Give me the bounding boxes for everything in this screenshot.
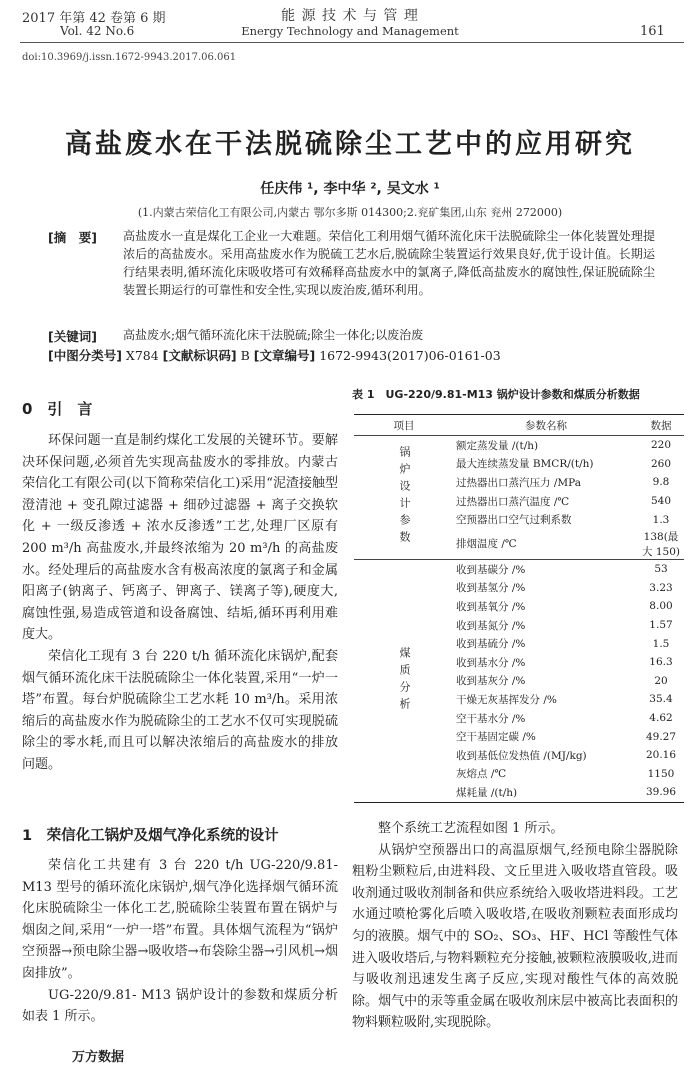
issue-en: Vol. 42 No.6	[60, 24, 135, 38]
param-name: 煤耗量 /(t/h)	[454, 783, 638, 802]
table-1-body	[354, 436, 684, 803]
param-name: 收到基水分 /%	[456, 656, 526, 669]
page-number: 161	[640, 24, 665, 39]
keywords-text: 高盐废水;烟气循环流化床干法脱硫;除尘一体化;以废治废	[123, 328, 424, 342]
param-name: 最大连续蒸发量 BMCR/(t/h)	[456, 458, 594, 471]
section-0-paragraph-1: 环保问题一直是制约煤化工发展的关键环节。要解决环保问题,必须首先实现高盐废水的零排放。内蒙古荣信化工有限公司(以下简称荣信化工)采用“泥渣接触型澄清池 + 变孔隙过滤器 + 细砂过滤器 + 离子交换软化 + 一级反渗透 + 浓水反渗透”工艺,处理厂区原有 200 m³/h 高盐废水,并最终浓缩为 20 m³/h 的高盐废水。经处理后的高盐废水含有极高浓度的氯离子和金属阳离子(钠离子、钙离子、钾离子、镁离子等),硬度大,腐蚀性强,易造成管道和设备腐蚀、结垢,循环再利用难度大。	[22, 433, 338, 643]
param-value: 39.96	[638, 783, 684, 802]
table-header-row	[354, 415, 684, 436]
param-value: 53	[638, 559, 684, 578]
param-value: 220	[650, 439, 672, 452]
classification-line	[48, 346, 501, 364]
param-value: 1.5	[652, 637, 670, 650]
param-name: 收到基碳分 /%	[454, 559, 638, 578]
table-1	[354, 414, 684, 803]
header-rule	[20, 42, 684, 43]
abstract-text: 高盐废水一直是煤化工企业一大难题。荣信化工利用烟气循环流化床干法脱硫除尘一体化装置处理提浓后的高盐废水。采用高盐废水作为脱硫工艺水后,脱硫除尘装置运行效果良好,优于设计值。长期运行结果表明,循环流化床吸收塔可有效稀释高盐废水中的氯离子,降低高盐废水的腐蚀性,保证脱硫除尘装置长期运行的可靠性和安全性,实现以废治废,循环利用。	[123, 229, 655, 297]
section-1-body	[22, 855, 338, 1028]
param-value: 3.23	[649, 581, 673, 594]
param-name: 空干基固定碳 /%	[456, 731, 536, 744]
param-value: 35.4	[649, 693, 673, 706]
journal-cn: 能 源 技 术 与 管 理	[281, 8, 419, 24]
param-value: 49.27	[645, 730, 677, 743]
param-value: 20	[654, 674, 668, 687]
table-row	[354, 436, 684, 455]
param-name: 空干基水分 /%	[456, 712, 526, 725]
param-name: 过热器出口蒸汽压力 /MPa	[456, 476, 581, 489]
table-header-param: 参数名称	[454, 415, 638, 436]
param-name: 收到基氮分 /%	[456, 619, 526, 632]
authors: 任庆伟 ¹, 李中华 ², 吴文水 ¹	[260, 181, 440, 197]
clc-value: X784	[125, 348, 159, 363]
right-paragraph-1: 整个系统工艺流程如图 1 所示。	[378, 821, 564, 836]
table-1-caption: 表 1 UG-220/9.81-M13 锅炉设计参数和煤质分析数据	[352, 388, 640, 401]
param-name: 收到基灰分 /%	[456, 675, 526, 688]
clc-label: [中图分类号]	[48, 348, 122, 363]
group2-category-label: 煤质分析	[354, 559, 454, 802]
right-paragraph-2: 从锅炉空预器出口的高温原烟气,经预电除尘器脱除粗粉尘颗粒后,由进料段、文丘里进入吸收塔直管段。吸收剂通过吸收剂制备和供应系统给入吸收塔进料段。工艺水通过喷枪雾化后喷入吸收塔,在吸收剂颗粒表面形成均匀的液膜。烟气中的 SO₂、SO₃、HF、HCl 等酸性气体进入吸收塔后,与物料颗粒充分接触,被颗粒液膜吸收,进而与吸收剂迅速发生离子反应,实现对酸性气体的高效脱除。烟气中的汞等重金属在吸收剂床层中被高比表面积的物料颗粒吸附,实现脱除。	[352, 842, 678, 1031]
param-value: 8.00	[649, 600, 673, 613]
page-title: 高盐废水在干法脱硫除尘工艺中的应用研究	[65, 129, 635, 160]
param-value: 1150	[647, 767, 675, 780]
right-column-body	[352, 818, 678, 1034]
param-name: 收到基低位发热值 /(MJ/kg)	[456, 749, 587, 762]
doc-code-value: B	[240, 348, 250, 363]
doi: doi:10.3969/j.issn.1672-9943.2017.06.061	[22, 52, 237, 63]
param-value: 4.62	[649, 712, 673, 725]
keywords-label: [关键词]	[48, 329, 97, 344]
param-name: 收到基氧分 /%	[456, 600, 526, 613]
group1-category-label: 锅炉设计参数	[398, 446, 411, 549]
param-name: 收到基氢分 /%	[456, 582, 526, 595]
param-name: 收到基硫分 /%	[456, 638, 526, 651]
table-row	[354, 559, 684, 578]
param-name: 额定蒸发量 /(t/h)	[456, 439, 539, 452]
section-0-body	[22, 430, 338, 776]
section-1-heading: 1 荣信化工锅炉及烟气净化系统的设计	[22, 828, 279, 844]
article-number-value: 1672-9943(2017)06-0161-03	[319, 348, 501, 363]
table-1-grid	[354, 414, 684, 803]
param-value: 1.3	[652, 513, 670, 526]
abstract-label: [摘 要]	[48, 230, 97, 245]
article-number-label: [文章编号]	[253, 348, 316, 363]
param-value: 1.57	[649, 619, 673, 632]
doc-code-label: [文献标识码]	[162, 348, 237, 363]
param-value: 16.3	[649, 656, 673, 669]
param-value: 138(最大 150)	[642, 530, 680, 558]
param-name: 灰熔点 /℃	[456, 768, 507, 781]
param-name: 干燥无灰基挥发分 /%	[456, 693, 557, 706]
param-name: 排烟温度 /℃	[456, 538, 517, 551]
section-0-paragraph-2: 荣信化工现有 3 台 220 t/h 循环流化床锅炉,配套烟气循环流化床干法脱硫除尘一体化装置,采用“一炉一塔”布置。每台炉脱硫除尘工艺水耗 10 m³/h。采用浓缩后的高盐废水作为脱硫除尘的工艺水不仅可实现脱硫除尘的零水耗,而且可以解决浓缩后的高盐废水的排放问题。	[22, 648, 338, 772]
param-value: 540	[650, 495, 672, 508]
param-value: 260	[650, 457, 672, 470]
section-0-heading: 0 引 言	[22, 400, 93, 418]
affiliation: (1.内蒙古荣信化工有限公司,内蒙古 鄂尔多斯 014300;2.兖矿集团,山东 兖州 272000)	[137, 206, 563, 219]
watermark: 万方数据	[72, 1050, 125, 1065]
section-1-paragraph-2: UG-220/9.81- M13 锅炉设计的参数和煤质分析如表 1 所示。	[22, 987, 338, 1025]
journal-en: Energy Technology and Management	[241, 24, 459, 38]
param-value: 9.8	[652, 476, 670, 489]
param-name: 过热器出口蒸汽温度 /℃	[456, 495, 570, 508]
param-name: 空预器出口空气过剩系数	[456, 514, 572, 527]
param-value: 20.16	[645, 749, 677, 762]
table-header-item: 项目	[354, 415, 454, 436]
issue-cn: 2017 年第 42 卷第 6 期	[22, 11, 166, 26]
table-header-value: 数据	[638, 415, 684, 436]
section-1-paragraph-1: 荣信化工共建有 3 台 220 t/h UG-220/9.81-M13 型号的循环流化床锅炉,烟气净化选择烟气循环流化床脱硫除尘一体化工艺,脱硫除尘装置布置在锅炉与烟囱之间,采用“一炉一塔”布置。具体烟气流程为“锅炉空预器→预电除尘器→吸收塔→布袋除尘器→引风机→烟囱排放”。	[22, 858, 338, 981]
